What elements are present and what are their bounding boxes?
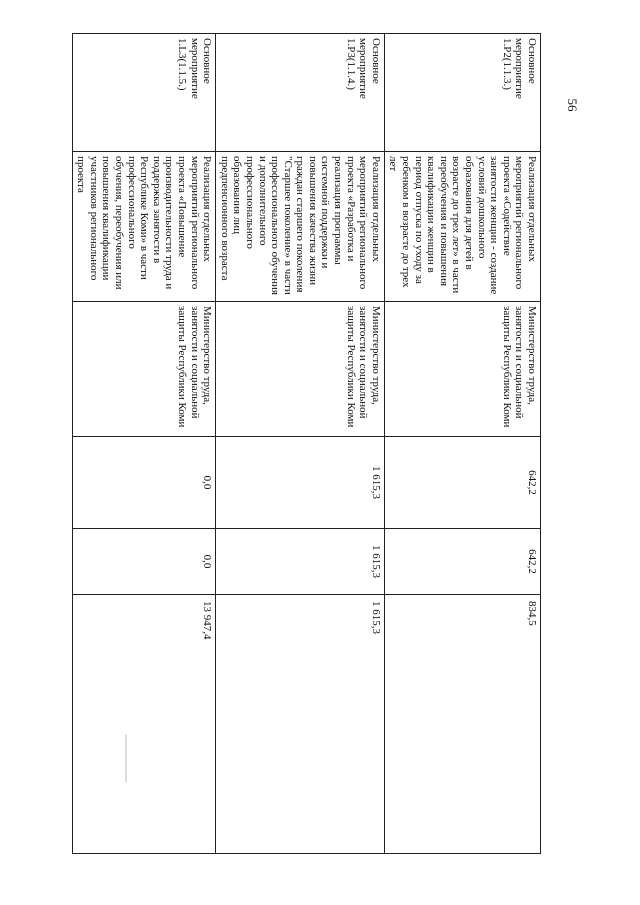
value-3: 834,5 [384, 595, 540, 854]
page-number: 56 [565, 98, 580, 112]
value-1: 1 615,3 [216, 437, 385, 529]
activity-code: Основное мероприятие 1.P3(1.1.4.) [216, 34, 385, 152]
activity-description: Реализация отдельных мероприятий регионального проекта «Повышение производительности труда и поддержка занятости в Республике Коми» в части профессионального обучения, переобучения или повышения квалификации участников регионального проекта [72, 152, 216, 302]
program-table [75, 33, 541, 853]
activity-code: Основное мероприятие 1.L3(1.1.5.) [72, 34, 216, 152]
table-row [72, 34, 216, 854]
value-2: 0,0 [72, 529, 216, 595]
value-3: 1 615,3 [216, 595, 385, 854]
table-row [384, 34, 540, 854]
table-row [216, 34, 385, 854]
value-2: 1 615,3 [216, 529, 385, 595]
executor: Министерство труда, занятости и социальной защиты Республики Коми [72, 302, 216, 437]
activity-description: Реализация отдельных мероприятий регионального проекта «Содействие занятости женщин - создание условий дошкольного образования для детей в возрасте до трех лет» в части переобучения и повышения квалификации женщин в период отпуска по уходу за ребенком в возрасте до трех лет [384, 152, 540, 302]
value-1: 0,0 [72, 437, 216, 529]
value-2: 642,2 [384, 529, 540, 595]
activity-description: Реализация отдельных мероприятий регионального проекта «Разработка и реализация программы системной поддержки и повышения качества жизни граждан старшего поколения "Старшее поколение» в части профессионального обучения и дополнительного профессионального образования лиц предпенсионного возраста [216, 152, 385, 302]
executor: Министерство труда, занятости и социальной защиты Республики Коми [384, 302, 540, 437]
value-3: 13 947,4 [72, 595, 216, 854]
executor: Министерство труда, занятости и социальной защиты Республики Коми [216, 302, 385, 437]
value-1: 642,2 [384, 437, 540, 529]
activity-code: Основное мероприятие 1.P2(1.1.3.) [384, 34, 540, 152]
margin-line [126, 735, 127, 783]
